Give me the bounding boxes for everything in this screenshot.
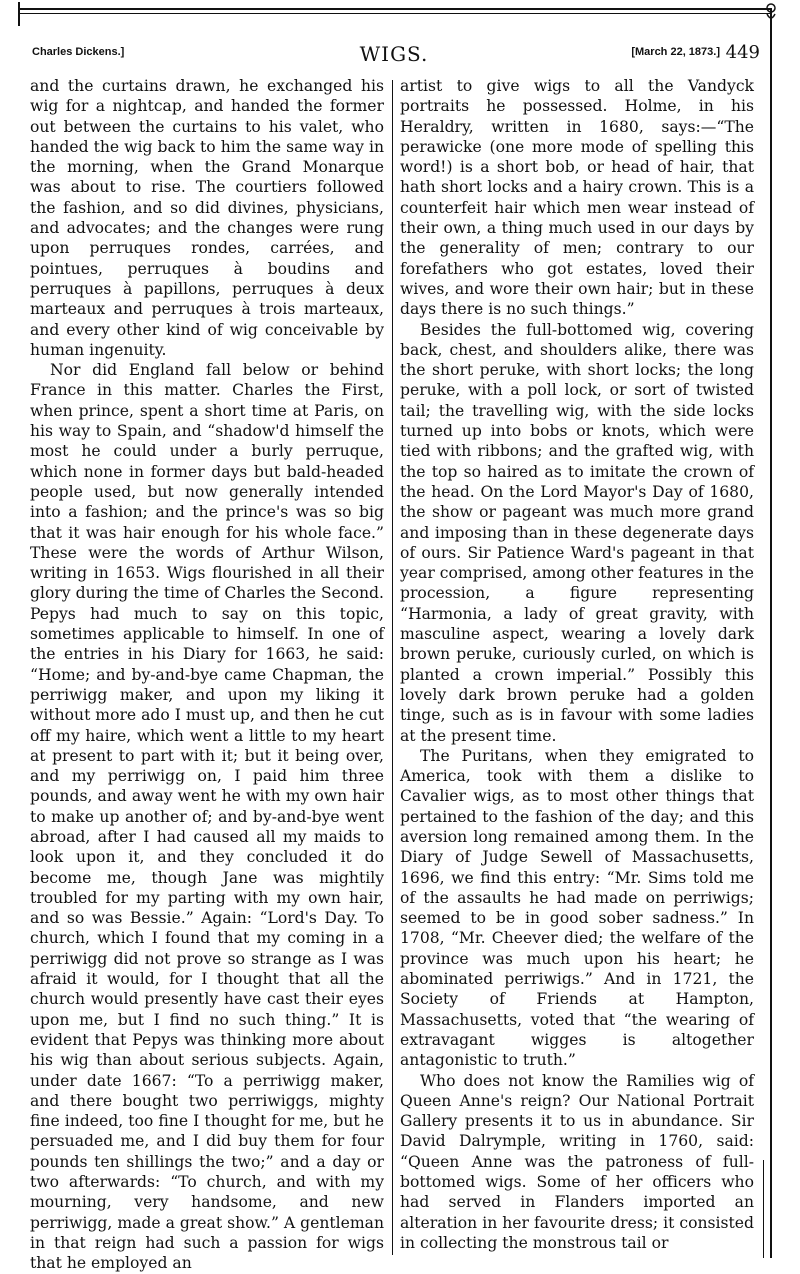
corner-ornament-icon	[764, 2, 778, 22]
page-title: WIGS.	[359, 42, 429, 66]
paragraph: Who does not know the Ramilies wig of Queen Anne's reign? Our National Portrait Gallery presents it to us in abundance. Sir David Dalrymple, writing in 1760, said: “Queen Anne was the patroness of full-bottomed wigs. Some of her officers who had served in Flanders imported an alteration in her favourite dress; it consisted in collecting the monstrous tail or	[400, 1071, 754, 1252]
top-rule-inner	[20, 13, 772, 14]
running-head-left: Charles Dickens.]	[32, 46, 125, 58]
right-border-rule	[770, 10, 772, 1258]
paragraph: and the curtains drawn, he exchanged his wig for a nightcap, and handed the former out between the curtains to his valet, who handed the wig back to him the same way in the morning, when the Grand Monarque was about to rise. The courtiers followed the fashion, and so did divines, physicians, and advocates; and the changes were rung upon perruques rondes, carrées, and pointues, perruques à boudins and perruques à papillons, perruques à deux marteaux and perruques à trois marteaux, and every other kind of wig conceivable by human ingenuity.	[30, 77, 384, 359]
page-number: 449	[725, 42, 760, 63]
right-column	[400, 76, 754, 1253]
paragraph: The Puritans, when they emigrated to America, took with them a dislike to Cavalier wigs, as to most other things that pertained to the fashion of the day; and this aversion long remained among them. In the Diary of Judge Sewell of Massachusetts, 1696, we find this entry: “Mr. Sims told me of the assaults he had made on perriwigs; seemed to be in good sober sadness.” In 1708, “Mr. Cheever died; the welfare of the province was much upon his heart; he abominated perriwigs.” And in 1721, the Society of Friends at Hampton, Massachusetts, voted that “the wearing of extravagant wigges is altogether antagonistic to truth.”	[400, 746, 754, 1070]
right-border-rule-inner	[763, 1160, 764, 1258]
paragraph: Besides the full-bottomed wig, covering back, chest, and shoulders alike, there was the short peruke, with short locks; the long peruke, with a poll lock, or sort of twisted tail; the travelling wig, with the side locks turned up into bobs or knots, which were tied with ribbons; and the grafted wig, with the top so haired as to imitate the crown of the head. On the Lord Mayor's Day of 1680, the show or pageant was much more grand and imposing than in these degenerate days of ours. Sir Patience Ward's pageant in that year comprised, among other features in the procession, a figure representing “Harmonia, a lady of great gravity, with masculine aspect, wearing a lovely dark brown peruke, curiously curled, on which is planted a crown imperial.” Possibly this lovely dark brown peruke had a golden tinge, such as is in favour with some ladies at the present time.	[400, 320, 754, 745]
paragraph: artist to give wigs to all the Vandyck portraits he possessed. Holme, in his Heraldry, written in 1680, says:—“The perawicke (one more mode of spelling this word!) is a short bob, or head of hair, that hath short locks and a hairy crown. This is a counterfeit hair which men wear instead of their own, a thing much used in our days by the generality of men; contrary to our forefathers who got estates, loved their wives, and wore their own hair; but in these days there is no such things.”	[400, 77, 754, 319]
left-column	[30, 76, 384, 1274]
column-divider	[392, 80, 393, 1255]
top-rule	[20, 8, 772, 10]
paragraph: Nor did England fall below or behind France in this matter. Charles the First, when prince, spent a short time at Paris, on his way to Spain, and “shadow'd himself the most he could under a burly perruque, which none in former days but bald-headed people used, but now generally intended into a fashion; and the prince's was so big that it was hair enough for his whole face.” These were the words of Arthur Wilson, writing in 1653. Wigs flourished in all their glory during the time of Charles the Second. Pepys had much to say on this topic, sometimes applicable to himself. In one of the entries in his Diary for 1663, he said: “Home; and by-and-bye came Chapman, the perriwigg maker, and upon my liking it without more ado I must up, and then he cut off my haire, which went a little to my heart at present to part with it; but it being over, and my perriwigg on, I paid him three pounds, and away went he with my own hair to make up another of; and by-and-bye went abroad, after I had caused all my maids to look upon it, and they concluded it do become me, though Jane was mightily troubled for my parting with my own hair, and so was Bessie.” Again: “Lord's Day. To church, which I found that my coming in a perriwigg did not prove so strange as I was afraid it would, for I thought that all the church would presently have cast their eyes upon me, but I find no such thing.” It is evident that Pepys was thinking more about his wig than about serious subjects. Again, under date 1667: “To a perriwigg maker, and there bought two perriwiggs, mighty fine indeed, too fine I thought for me, but he persuaded me, and I did buy them for four pounds ten shillings the two;” and a day or two afterwards: “To church, and with my mourning, very handsome, and new perriwigg, made a great show.” A gentleman in that reign had such a passion for wigs that he employed an	[30, 361, 384, 1273]
left-corner-mark	[18, 2, 20, 26]
running-header	[28, 42, 760, 70]
issue-date: [March 22, 1873.]	[631, 46, 720, 58]
